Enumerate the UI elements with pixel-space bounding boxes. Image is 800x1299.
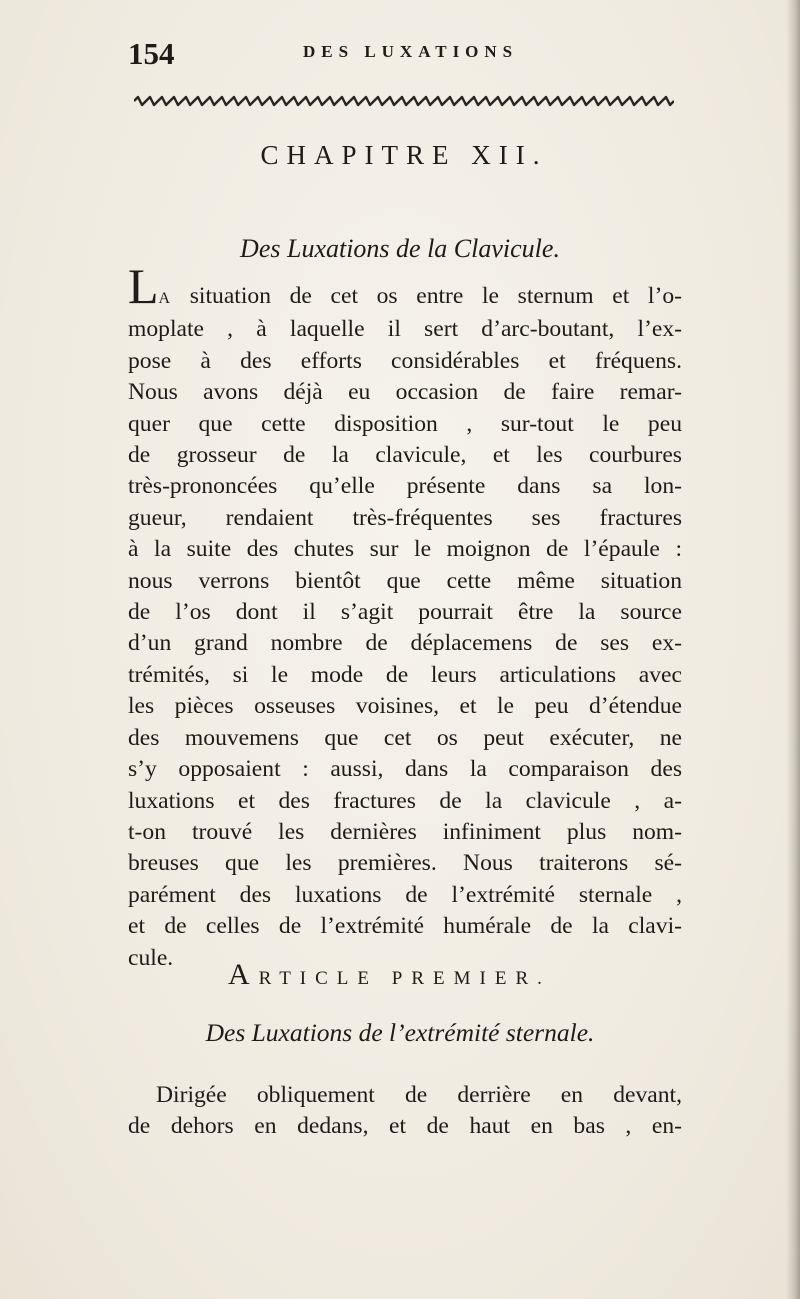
text-line: de dehors en dedans, et de haut en bas , en- <box>128 1113 682 1140</box>
ornamental-rule <box>134 94 674 108</box>
text-line: de l’os dont il s’agit pourrait être la source <box>128 599 682 626</box>
text-line: Dirigée obliquement de derrière en devant, <box>156 1082 682 1108</box>
text-line: s’y opposaient : aussi, dans la comparaison des <box>128 756 682 783</box>
text-line: luxations et des fractures de la clavicule , a- <box>128 787 682 814</box>
text-line: parément des luxations de l’extrémité sternale , <box>128 881 682 908</box>
subsection-title: Des Luxations de l’extrémité sternale. <box>205 1018 595 1047</box>
text-line: moplate , à laquelle il sert d’arc-boutant, l’ex- <box>128 316 682 343</box>
section-title: Des Luxations de la Clavicule. <box>240 234 560 263</box>
article-title-rest: RTICLE PREMIER. <box>258 968 551 989</box>
text-line: de grosseur de la clavicule, et les courbures <box>128 442 682 469</box>
text-line: gueur, rendaient très-fréquentes ses fractures <box>128 504 682 531</box>
page-edge-shadow <box>786 0 800 1299</box>
small-caps: A <box>158 290 172 307</box>
running-title: DES LUXATIONS <box>303 42 519 61</box>
paragraph-1-line-1 <box>128 258 682 314</box>
text-line: nous verrons bientôt que cette même situation <box>128 567 682 594</box>
text-line: des mouvemens que cet os peut exécuter, ne <box>128 724 682 751</box>
text-line: d’un grand nombre de déplacemens de ses ex- <box>128 630 682 657</box>
paragraph-1 <box>128 258 682 974</box>
text-line: très-prononcées qu’elle présente dans sa lon- <box>128 473 682 500</box>
text-line: t-on trouvé les dernières infiniment plus nom- <box>128 818 682 845</box>
page-number: 154 <box>128 36 175 71</box>
chapter-title: CHAPITRE XII. <box>260 140 548 170</box>
text-line: trémités, si le mode de leurs articulations avec <box>128 661 682 688</box>
text-line: pose à des efforts considérables et fréquens. <box>128 347 682 374</box>
text-line: quer que cette disposition , sur-tout le peu <box>128 410 682 437</box>
paragraph-2 <box>128 1080 682 1143</box>
text-line: les pièces osseuses voisines, et le peu d’étendue <box>128 693 682 720</box>
first-line-text: situation de cet os entre le sternum et l’o- <box>171 283 682 309</box>
text-line: cule. <box>128 944 174 971</box>
text-line: et de celles de l’extrémité humérale de la clavi- <box>128 913 682 940</box>
article-initial: A <box>228 958 259 991</box>
text-line: Nous avons déjà eu occasion de faire remar- <box>128 379 682 406</box>
text-line: breuses que les premières. Nous traiterons sé- <box>128 850 682 877</box>
article-title <box>228 958 551 992</box>
text-line: à la suite des chutes sur le moignon de l’épaule : <box>128 536 682 563</box>
page-header <box>128 36 688 76</box>
drop-cap: L <box>128 258 159 314</box>
